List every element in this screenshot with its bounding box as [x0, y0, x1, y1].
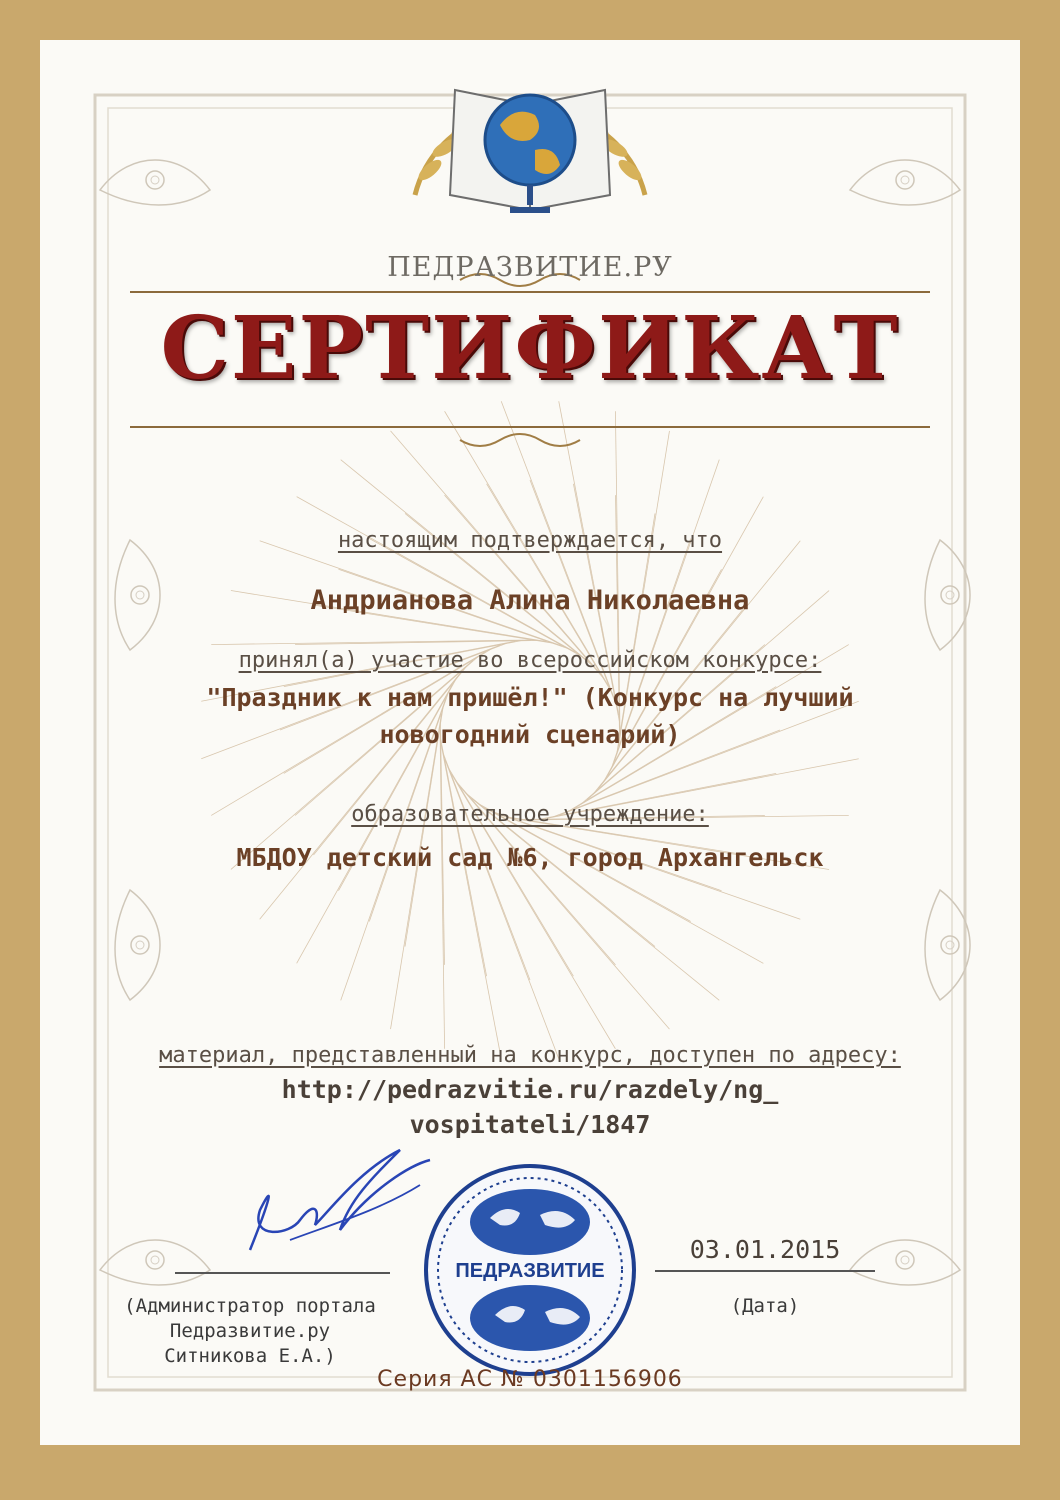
confirm-label: настоящим подтверждается, что	[337, 528, 723, 553]
signer-line1: (Администратор портала	[124, 1295, 376, 1317]
contest-name-line2: новогодний сценарий)	[379, 720, 681, 749]
participation-label: принял(а) участие во всероссийском конкурсе:	[238, 648, 822, 673]
certificate-paper	[40, 40, 1020, 1445]
signature-line	[175, 1272, 390, 1274]
material-url-line1: http://pedrazvitie.ru/razdely/ng_	[281, 1075, 779, 1104]
date-line	[655, 1270, 875, 1272]
signature-image	[230, 1140, 450, 1270]
signer-line3: Ситникова Е.А.)	[164, 1345, 336, 1367]
globe-book-emblem	[385, 45, 675, 235]
serial-number: Серия АС № 0301156906	[377, 1367, 683, 1392]
signer-line2: Педразвитие.ру	[169, 1320, 331, 1342]
certificate-title: СЕРТИФИКАТ	[160, 298, 900, 399]
institution-name: МБДОУ детский сад №6, город Архангельск	[236, 843, 824, 872]
date-label: (Дата)	[730, 1295, 800, 1317]
material-url-line2: vospitateli/1847	[409, 1110, 651, 1139]
stamp-seal	[420, 1160, 640, 1380]
institution-label: образовательное учреждение:	[351, 802, 709, 827]
seal-text: ПЕДРАЗВИТИЕ	[455, 1260, 605, 1282]
recipient-name: Андрианова Алина Николаевна	[310, 585, 750, 616]
contest-name-line1: "Праздник к нам пришёл!" (Конкурс на лучший	[206, 683, 854, 712]
brand-name: ПЕДРАЗВИТИЕ.РУ	[387, 252, 673, 283]
material-label: материал, представленный на конкурс, доступен по адресу:	[159, 1043, 901, 1068]
certificate-date: 03.01.2015	[689, 1235, 841, 1264]
